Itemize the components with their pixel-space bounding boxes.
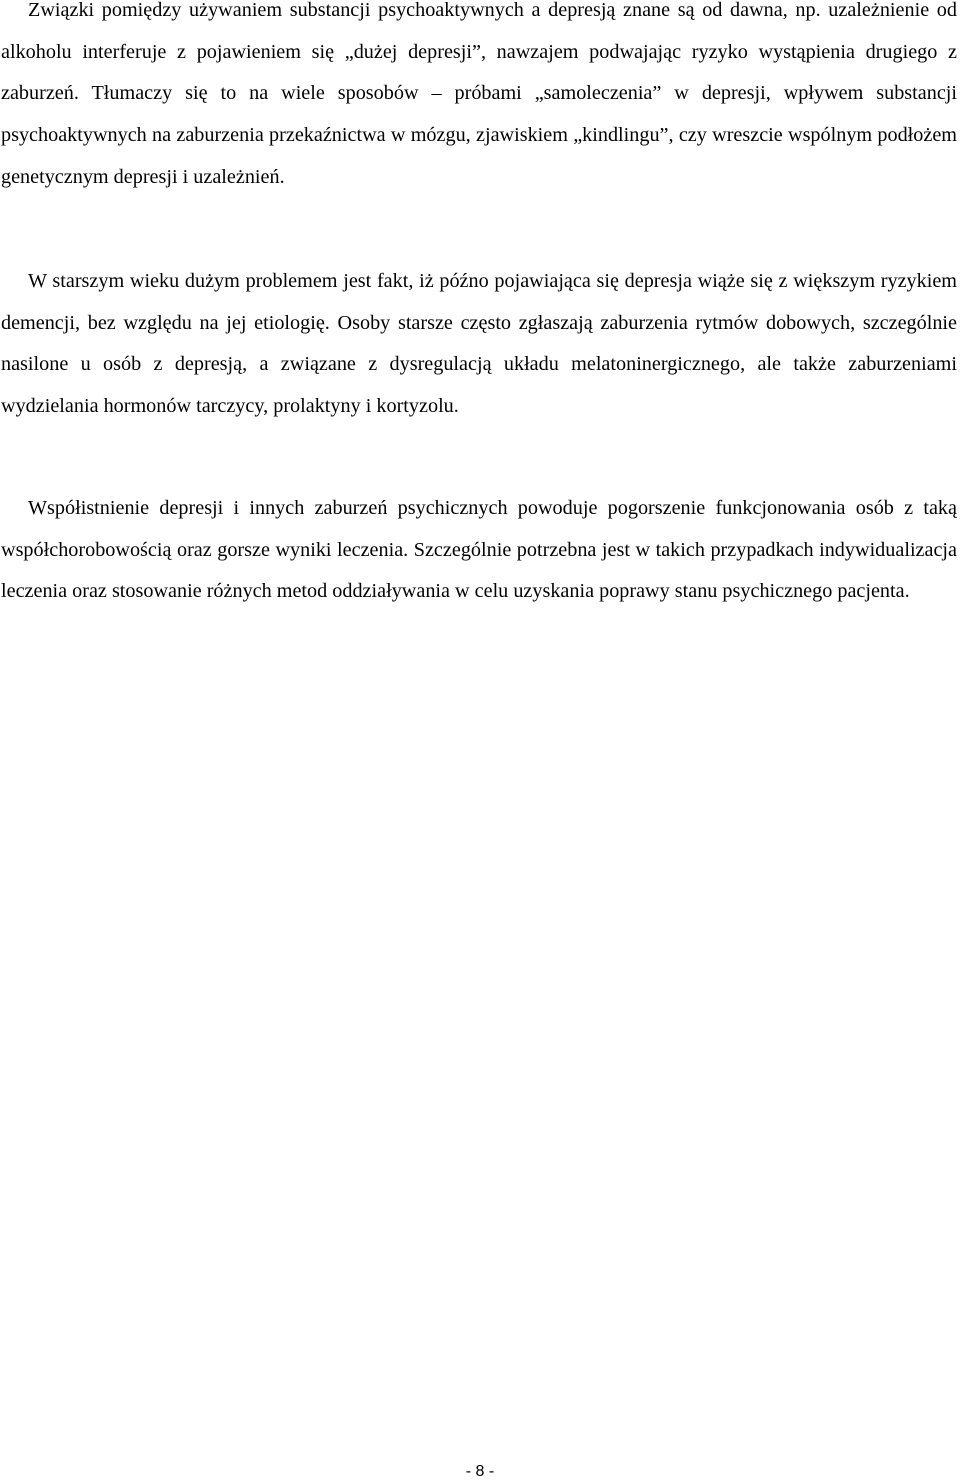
paragraph-elderly-depression: W starszym wieku dużym problemem jest fakt, iż późno pojawiająca się depresja wiąże się z większym ryzykiem demencji, bez względu na jej etiologię. Osoby starsze często zgłaszają zaburzenia rytmów dobowych, szczególnie nasilone u osób z depresją, a związane z dysregulacją układu melatoninergicznego, ale także zaburzeniami wydzielania hormonów tarczycy, prolaktyny i kortyzolu. xyxy=(1,270,957,418)
paragraph-comorbidity: Współistnienie depresji i innych zaburzeń psychicznych powoduje pogorszenie funkcjonowania osób z taką współchorobowością oraz gorsze wyniki leczenia. Szczególnie potrzebna jest w takich przypadkach indywidualizacja leczenia oraz stosowanie różnych metod oddziaływania w celu uzyskania poprawy stanu psychicznego pacjenta. xyxy=(1,497,957,603)
paragraph-substance-use-depression: Związki pomiędzy używaniem substancji psychoaktywnych a depresją znane są od dawna, np. uzależnienie od alkoholu interferuje z pojawieniem się „dużej depresji”, nawzajem podwajając ryzyko wystąpienia drugiego z zaburzeń. Tłumaczy się to na wiele sposobów – próbami „samoleczenia” w depresji, wpływem substancji psychoaktywnych na zaburzenia przekaźnictwa w mózgu, zjawiskiem „kindlingu”, czy wreszcie wspólnym podłożem genetycznym depresji i uzależnień. xyxy=(1,0,957,188)
page-number: - 8 - xyxy=(465,1463,495,1480)
